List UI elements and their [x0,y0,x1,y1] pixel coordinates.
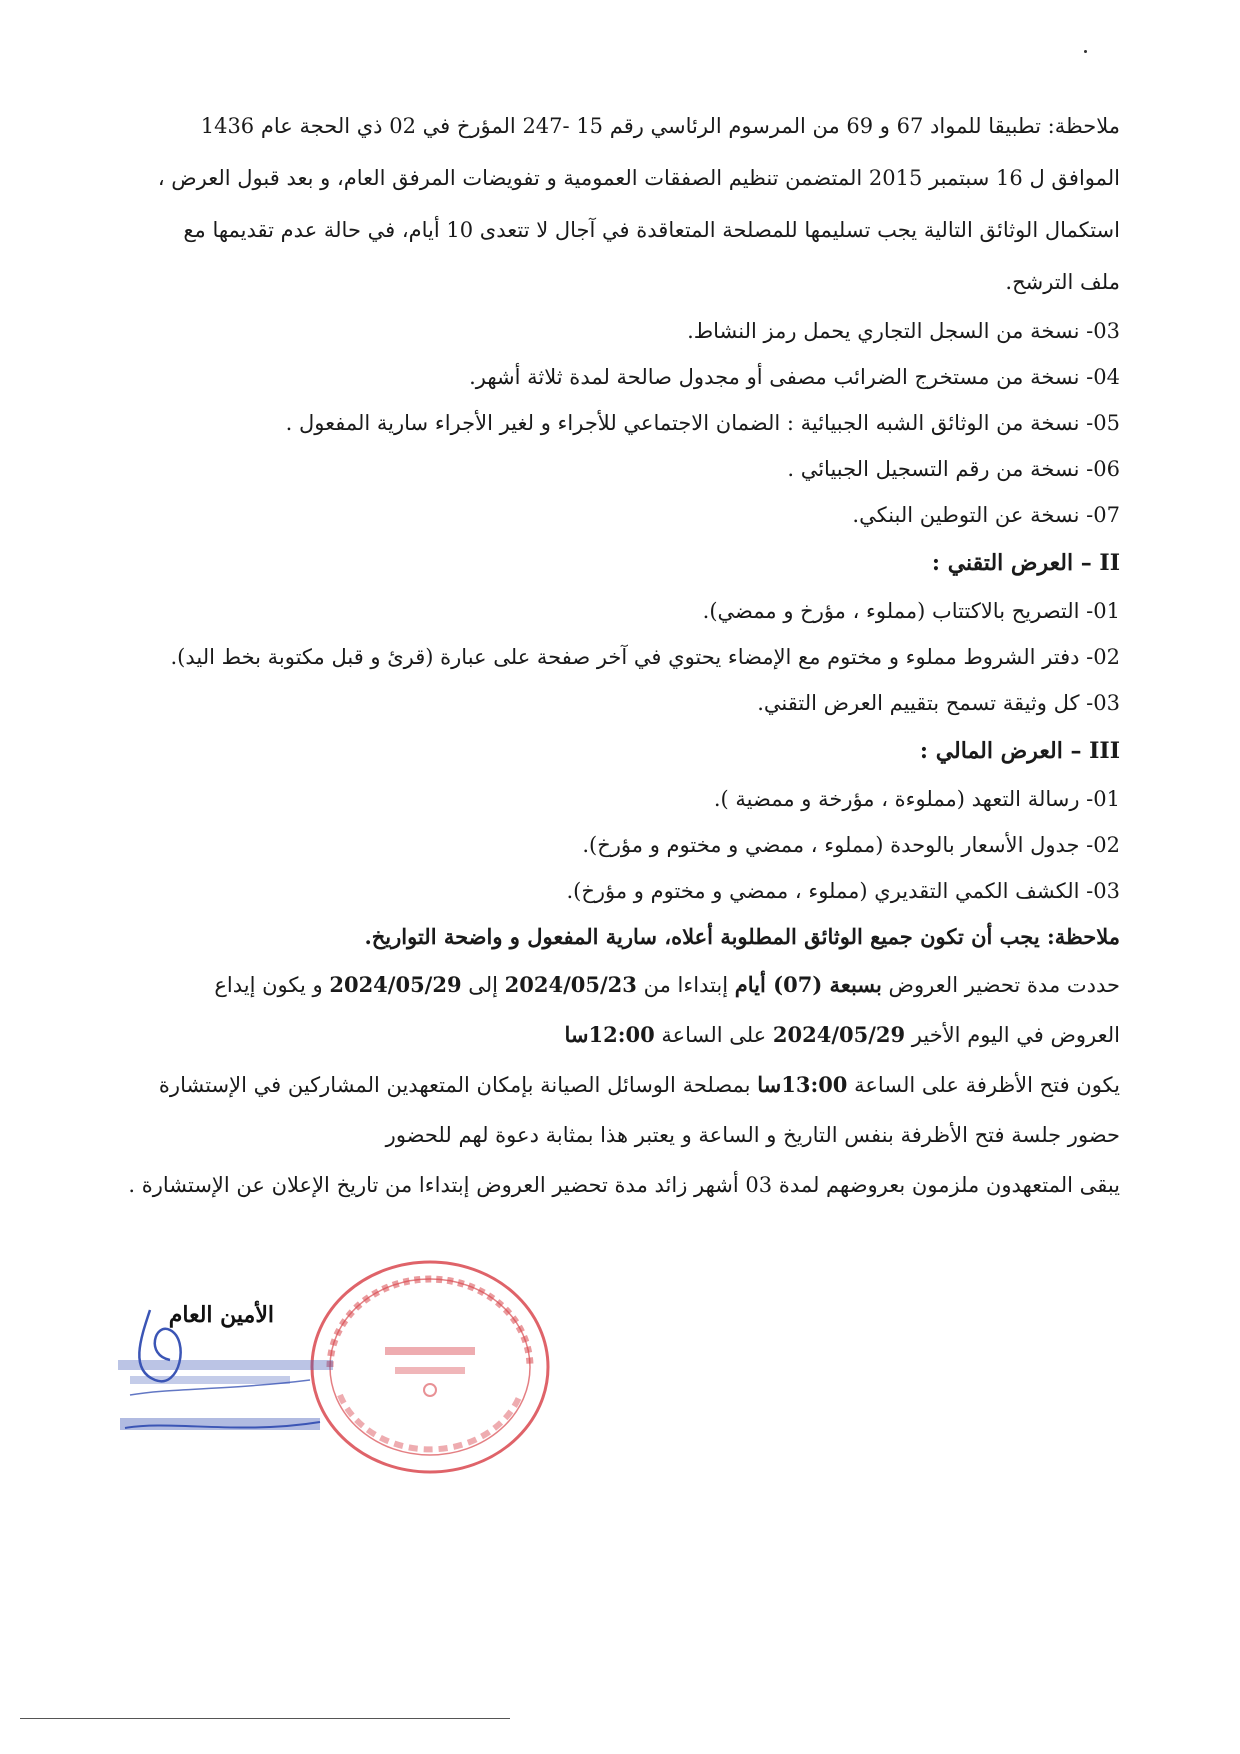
prep-text: و يكون إيداع [214,973,330,997]
start-date: 2024/05/23 [504,972,637,997]
intro-line-2: الموافق ل 16 سبتمبر 2015 المتضمن تنظيم الصفقات العمومية و تفويضات المرفق العام، و بعد قبول العرض ، [157,166,1120,190]
deposit-text: على الساعة [654,1023,773,1047]
intro-line-4: ملف الترشح. [1005,270,1120,294]
validity-note: ملاحظة: يجب أن تكون جميع الوثائق المطلوبة أعلاه، سارية المفعول و واضحة التواريخ. [364,924,1120,949]
deposit-line [120,1010,1120,1060]
intro-line-1: ملاحظة: تطبيقا للمواد 67 و 69 من المرسوم الرئاسي رقم 15 -247 المؤرخ في 02 ذي الحجة عام 1436 [200,114,1120,138]
deposit-date: 2024/05/29 [772,1022,906,1047]
list-item: 02- جدول الأسعار بالوحدة (مملوء ، ممضي و مختوم و مؤرخ). [582,833,1120,857]
end-date: 2024/05/29 [329,972,462,997]
list-item: 03- نسخة من السجل التجاري يحمل رمز النشاط. [687,319,1120,343]
intro-note [120,100,1120,308]
list-item: 03- كل وثيقة تسمح بتقييم العرض التقني. [757,691,1120,715]
prep-text: حددت مدة تحضير العروض [881,973,1120,997]
prep-text: إبتداءا من [636,973,735,997]
list-item: 03- الكشف الكمي التقديري (مملوء ، ممضي و مختوم و مؤرخ). [566,879,1120,903]
technical-offer-heading: II – العرض التقني : [931,550,1120,576]
list-item: 04- نسخة من مستخرج الضرائب مصفى أو مجدول صالحة لمدة ثلاثة أشهر. [469,365,1120,389]
list-item: 01- رسالة التعهد (مملوءة ، مؤرخة و ممضية ). [713,787,1120,811]
preparation-period-line [120,960,1120,1010]
opening-text: يكون فتح الأظرفة على الساعة [847,1073,1120,1097]
financial-offer-heading: III – العرض المالي : [919,738,1120,764]
deposit-text: العروض في اليوم الأخير [905,1023,1120,1047]
opening-text: بمصلحة الوسائل الصيانة بإمكان المتعهدين المشاركين في الإستشارة [158,1073,758,1097]
opening-time: 13:00سا [757,1072,848,1097]
list-item: 07- نسخة عن التوطين البنكي. [852,503,1120,527]
candidacy-documents-list [120,308,1120,538]
prep-text: إلى [461,973,505,997]
handwritten-signature [110,1300,340,1450]
deposit-time: 12:00سا [564,1022,655,1047]
list-item: 06- نسخة من رقم التسجيل الجبيائي . [787,457,1120,481]
financial-offer-section [120,726,1120,914]
technical-offer-section [120,538,1120,726]
list-item: 01- التصريح بالاكتتاب (مملوء ، مؤرخ و ممضي). [702,599,1120,623]
list-item: 02- دفتر الشروط مملوء و مختوم مع الإمضاء يحتوي في آخر صفحة على عبارة (قرئ و قبل مكتوبة بخط اليد). [170,645,1120,669]
attendance-line: حضور جلسة فتح الأظرفة بنفس التاريخ و الساعة و يعتبر هذا بمثابة دعوة لهم للحضور [385,1123,1120,1147]
opening-line [120,1060,1120,1110]
prep-duration: بسبعة (07) أيام [734,972,882,997]
scan-speck [1084,50,1087,53]
offer-validity-line: يبقى المتعهدون ملزمون بعروضهم لمدة 03 أشهر زائد مدة تحضير العروض إبتداءا من تاريخ الإعلان عن الإستشارة . [128,1173,1120,1197]
final-note [120,914,1120,1210]
intro-line-3: استكمال الوثائق التالية يجب تسليمها للمصلحة المتعاقدة في آجال لا تتعدى 10 أيام، في حالة عدم تقديمها مع [183,218,1120,242]
document-body [120,100,1120,1210]
signatory-title: الأمين العام [168,1302,274,1328]
list-item: 05- نسخة من الوثائق الشبه الجبيائية : الضمان الاجتماعي للأجراء و لغير الأجراء سارية المفعول . [285,411,1120,435]
footer-rule [20,1718,510,1719]
